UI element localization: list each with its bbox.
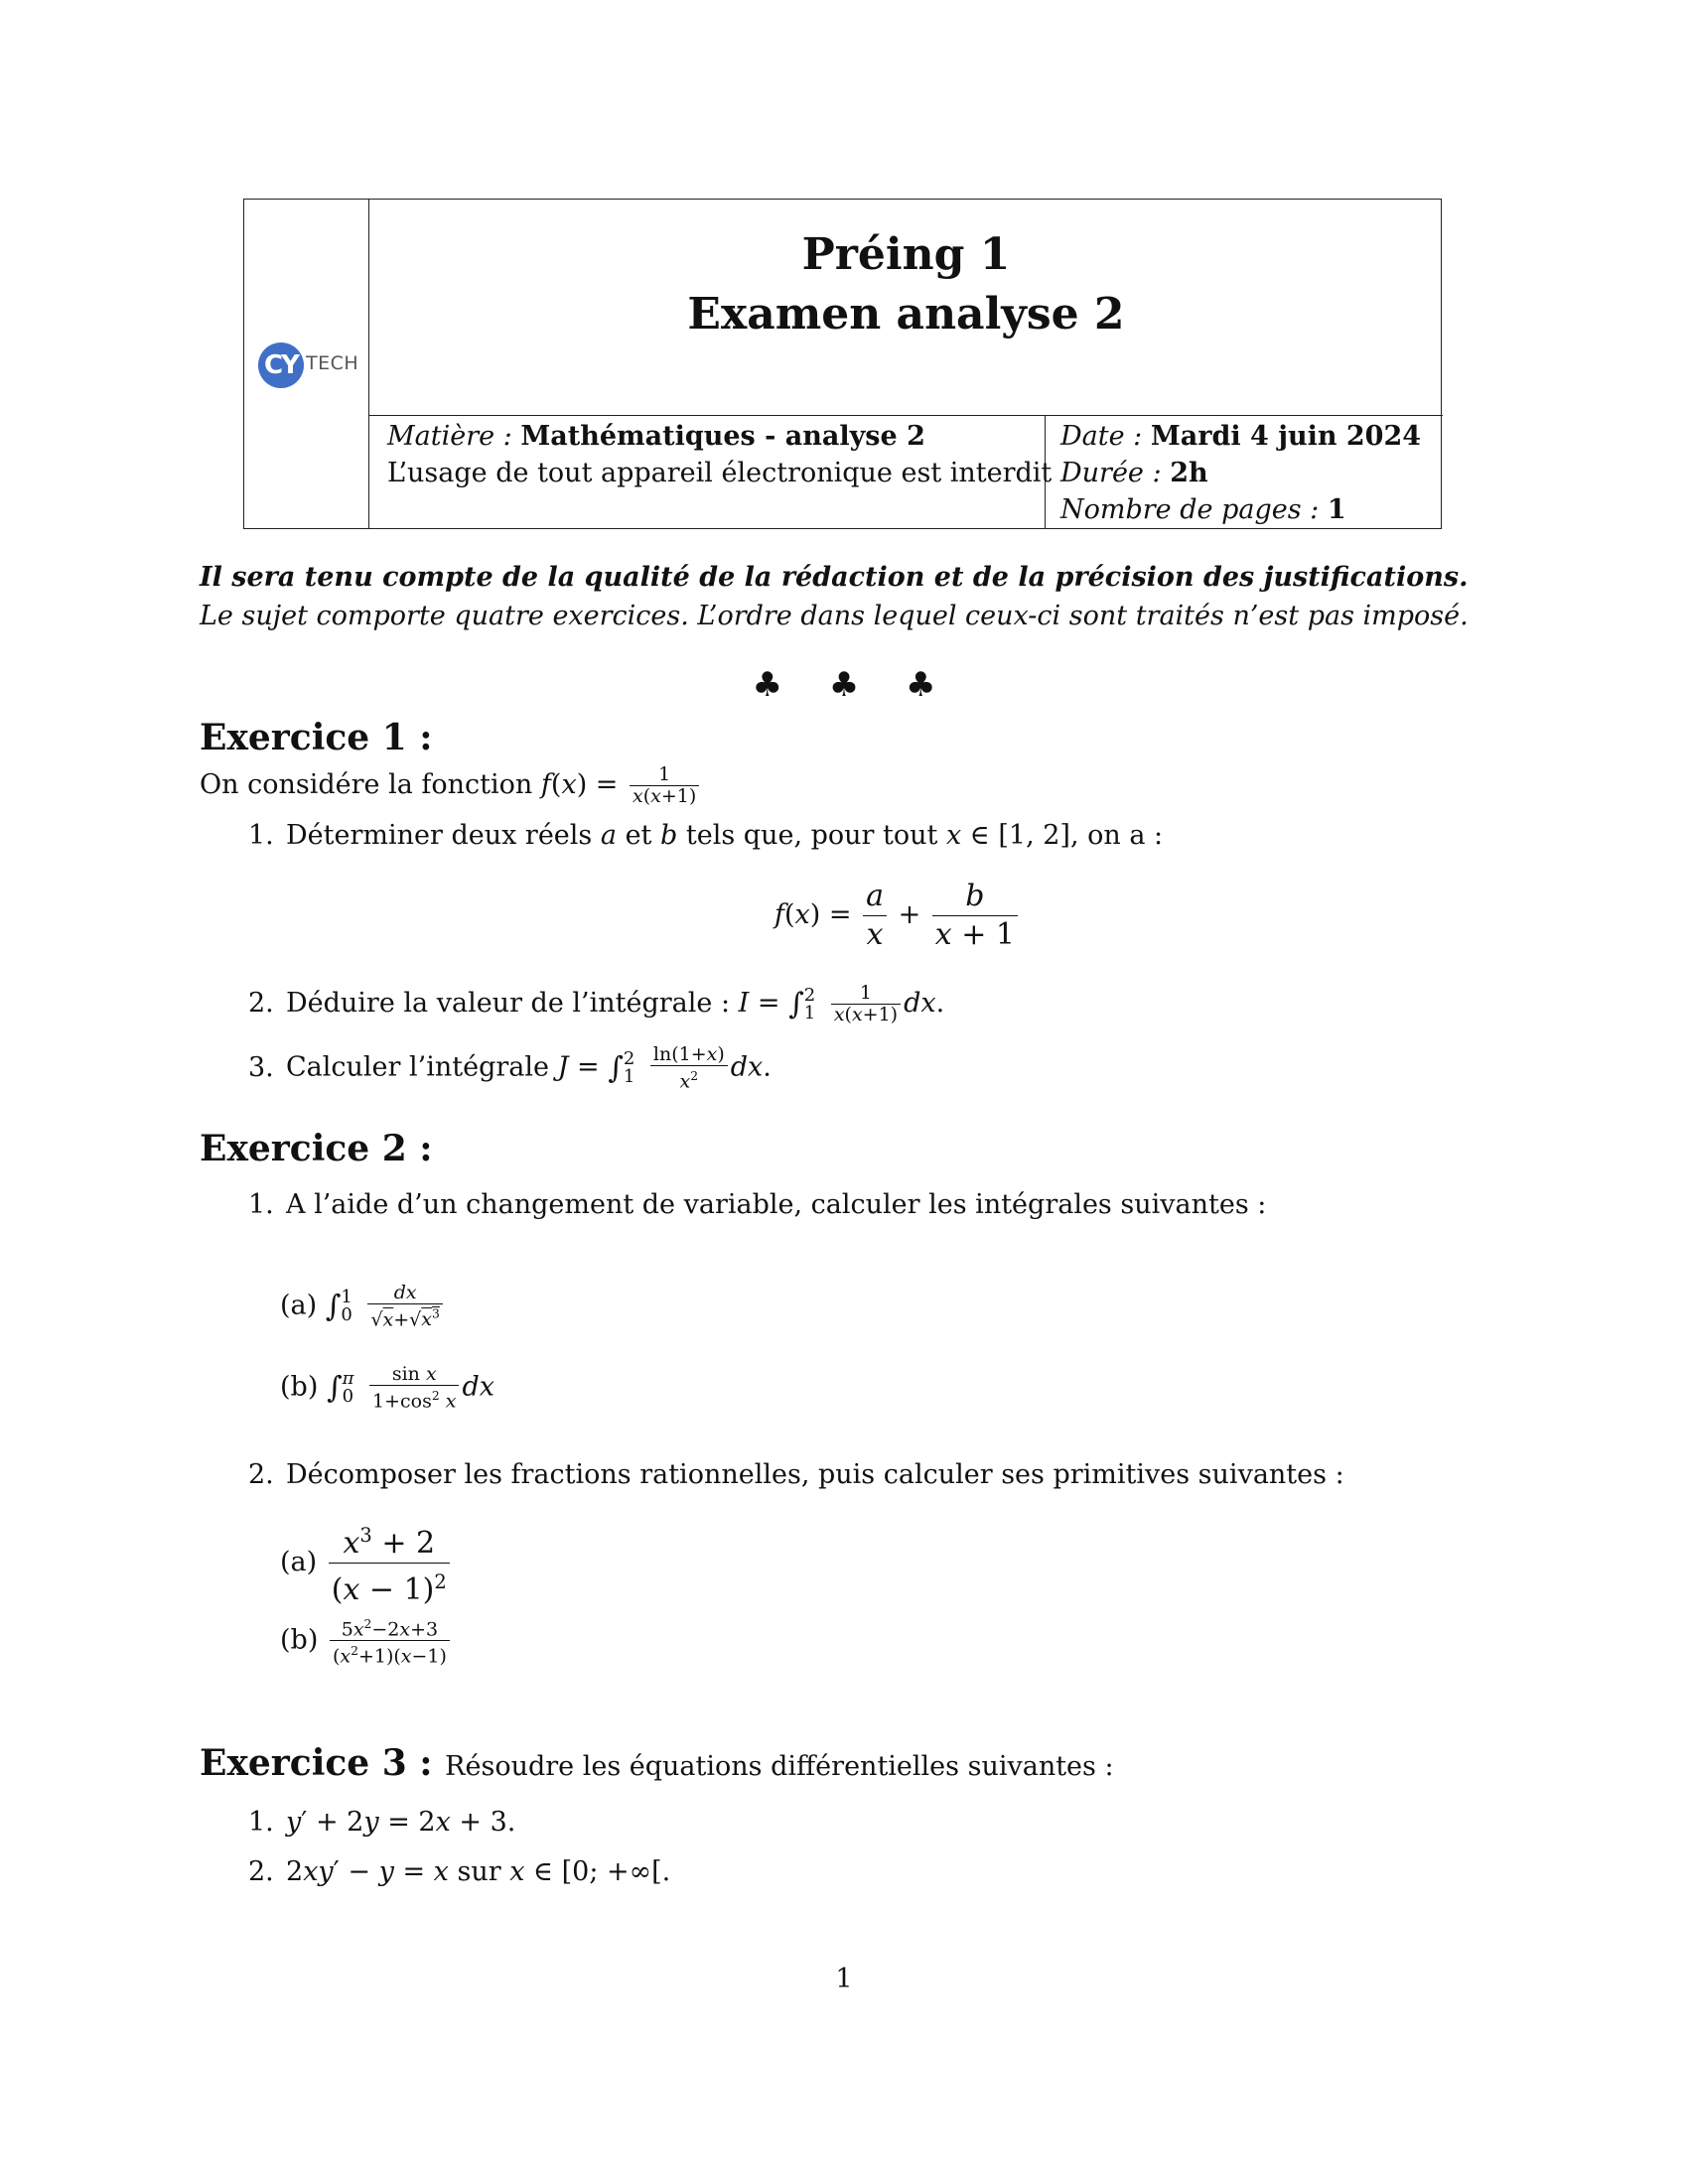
- exercise-3-q1: 1. y′ + 2y = 2x + 3.: [248, 1807, 516, 1838]
- ex2-q2-text: Décomposer les fractions rationnelles, puis calculer ses primitives suivantes :: [286, 1459, 1344, 1490]
- page-number: 1: [835, 1964, 853, 1994]
- course-title: Préing 1: [801, 229, 1011, 280]
- instruction-quality: Il sera tenu compte de la qualité de la rédaction et de la précision des justifications.: [200, 562, 1469, 593]
- logo-cell: [244, 200, 369, 528]
- function-def: f: [540, 769, 551, 800]
- q1-and: et: [625, 820, 652, 851]
- pages-label: Nombre de pages :: [1060, 494, 1320, 525]
- exercise-1-q1: 1. Déterminer deux réels a et b tels que, pour tout x ∈ [1, 2], on a :: [248, 820, 1164, 851]
- exercise-2-q2a: (a) $\frac{x^3 + 2}{(x - 1)^2}$: [280, 1517, 453, 1609]
- exercise-3-q2: 2. 2xy′ − y = x sur x ∈ [0; +∞[.: [248, 1856, 671, 1887]
- logo-mark: CY: [258, 342, 304, 388]
- exercise-1-intro: On considére la fonction f(x) = $\frac{1}{x(x+1)}$: [200, 764, 702, 807]
- device-rule: L’usage de tout appareil électronique est interdit: [387, 458, 1053, 488]
- exercise-2-title: Exercice 2 :: [200, 1128, 433, 1169]
- subject-label: Matière :: [387, 421, 512, 452]
- ex3-q2-sur: sur: [457, 1856, 501, 1887]
- duration-value: 2h: [1170, 458, 1208, 488]
- decomposition-equation: f(x) = $\frac{a}{x}$ + $\frac{b}{x + 1}$: [774, 878, 1021, 954]
- exercise-1-q3: 3. Calculer l’intégrale J = ∫ 2 1 $\frac{\ln(1+x)}{x^2}$ dx.: [248, 1043, 772, 1093]
- exercise-2-q1b: (b) ∫ π 0 $\frac{\text{sin x}}{1+\cos^2 x}$ dx: [280, 1363, 494, 1413]
- cy-tech-logo: [258, 342, 359, 390]
- duration-label: Durée :: [1060, 458, 1162, 488]
- instructions: [200, 558, 1469, 635]
- subject-value: Mathématiques - analyse 2: [520, 421, 925, 452]
- exercise-2-q1: 1. A l’aide d’un changement de variable, calculer les intégrales suivantes :: [248, 1189, 1267, 1220]
- fraction-f: $\frac{1}{x(x+1)}$: [630, 764, 699, 807]
- q2-text: Déduire la valeur de l’intégrale :: [286, 988, 731, 1019]
- exercise-3-intro: Résoudre les équations différentielles suivantes :: [445, 1751, 1114, 1782]
- exercise-1-title: Exercice 1 :: [200, 717, 433, 758]
- exercise-2-q2b: (b) $\frac{5x^2-2x+3}{(x^2+1)(x-1)}$: [280, 1614, 453, 1668]
- exercise-1-q2: 2. Déduire la valeur de l’intégrale : I = ∫ 2 1 $\frac{1}{x(x+1)}$ dx.: [248, 982, 945, 1025]
- exercise-3-title: [200, 1742, 1114, 1784]
- header-divider: [369, 415, 1443, 416]
- exercise-2-q2: 2. Décomposer les fractions rationnelles, puis calculer ses primitives suivantes :: [248, 1459, 1344, 1490]
- exercise-1-intro-text: On considére la fonction: [200, 769, 533, 800]
- q3-text: Calculer l’intégrale: [286, 1051, 549, 1083]
- header-meta-right: [1060, 418, 1421, 528]
- exam-title: Examen analyse 2: [687, 289, 1125, 340]
- q1-tail: , on a :: [1069, 820, 1164, 851]
- q1-text-end: tels que, pour tout: [685, 820, 938, 851]
- header-meta-left: [387, 418, 1052, 491]
- date-label: Date :: [1060, 421, 1143, 452]
- instruction-order: Le sujet comporte quatre exercices. L’ordre dans lequel ceux-ci sont traités n’est pas imposé.: [200, 601, 1469, 631]
- header-box: [243, 199, 1442, 529]
- date-value: Mardi 4 juin 2024: [1150, 421, 1422, 452]
- pages-value: 1: [1327, 494, 1346, 525]
- logo-wordmark: TECH: [306, 352, 359, 374]
- exercise-3-title-text: Exercice 3 :: [200, 1742, 433, 1784]
- header-titles: [369, 225, 1443, 344]
- exercise-2-q1a: (a) ∫ 1 0 $\frac{dx}{√x+√x^3}$: [280, 1283, 446, 1330]
- ex2-q1-text: A l’aide d’un changement de variable, calculer les intégrales suivantes :: [286, 1189, 1267, 1220]
- q1-text: Déterminer deux réels: [286, 820, 593, 851]
- clubs-separator: ♣ ♣ ♣: [752, 665, 954, 705]
